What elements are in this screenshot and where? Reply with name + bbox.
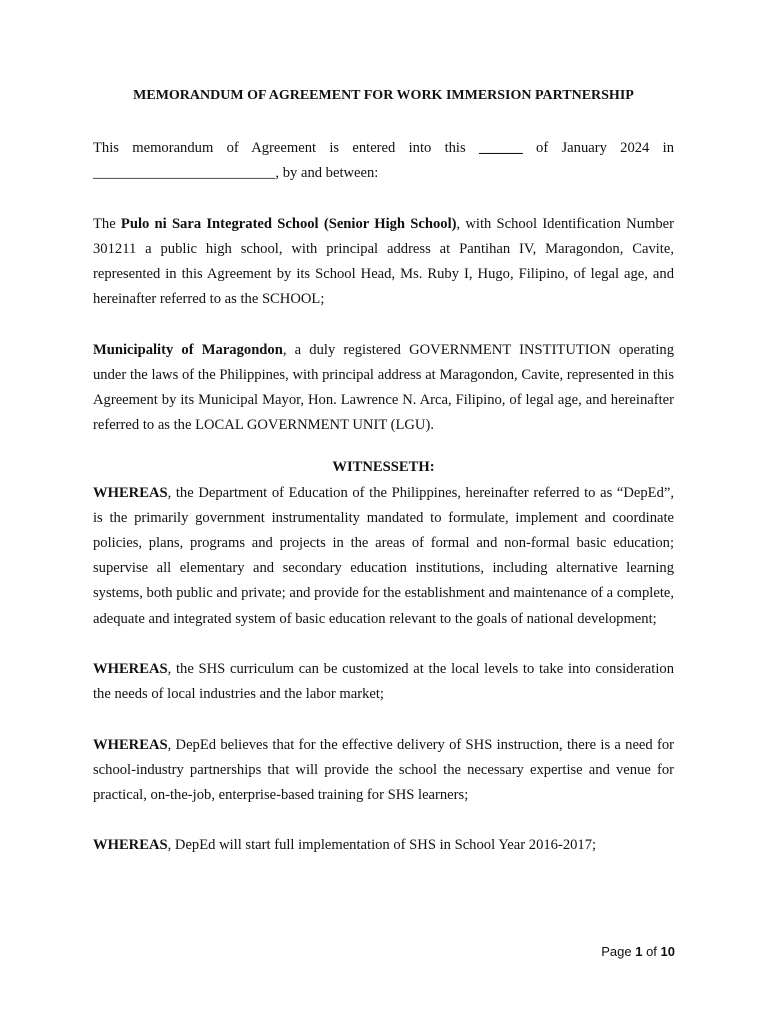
page-total: 10 xyxy=(660,944,675,959)
spacer xyxy=(93,186,674,211)
whereas-keyword: WHEREAS xyxy=(93,661,168,678)
page-number-footer xyxy=(601,944,675,959)
whereas-text: , the SHS curriculum can be customized at the local levels to take into consideration the needs of local industries and the labor market; xyxy=(93,661,674,703)
page-label: Page xyxy=(601,944,636,959)
whereas-keyword: WHEREAS xyxy=(93,484,168,501)
intro-text-2: of January 2024 in xyxy=(522,140,674,156)
whereas-text: , DepEd believes that for the effective delivery of SHS instruction, there is a need for school-industry partnerships that will provide the school the necessary expertise and venue for practical, on-the-job, enterprise-based training for SHS learners; xyxy=(93,736,674,804)
spacer xyxy=(93,632,674,657)
witnesseth-heading: WITNESSETH: xyxy=(332,459,435,476)
party-school-name: Pulo ni Sara Integrated School (Senior High School) xyxy=(120,215,457,232)
page-current: 1 xyxy=(635,944,643,959)
whereas-keyword: WHEREAS xyxy=(93,837,168,854)
party-lgu-body: , a duly registered GOVERNMENT INSTITUTION operating under the laws of the Philippines, with principal address at Maragondon, Cavite, represented in this Agreement by its Municipal Mayor, Hon. Lawrence N. Arca, Filipino, of legal age, and hereinafter referred to as the LOCAL GOVERNMENT UNIT (LGU). xyxy=(93,341,675,434)
party-school-lead: The xyxy=(93,215,121,232)
intro-text-3: , by and between: xyxy=(275,165,379,182)
spacer xyxy=(93,438,674,455)
party-school-paragraph xyxy=(93,212,674,313)
whereas-paragraph-2 xyxy=(93,657,674,707)
whereas-keyword: WHEREAS xyxy=(93,736,168,753)
intro-paragraph xyxy=(93,136,674,186)
whereas-paragraph-4 xyxy=(93,833,674,858)
spacer xyxy=(93,707,674,732)
whereas-paragraph-1 xyxy=(93,481,674,632)
page-of-label: of xyxy=(642,944,661,959)
spacer xyxy=(93,808,674,833)
whereas-text: , the Department of Education of the Philippines, hereinafter referred to as “DepEd”, is the primarily government instrumentality mandated to formulate, implement and coordinate policies, plans, programs and projects in the areas of formal and non-formal basic education; supervise all elementary and secondary education institutions, including alternative learning systems, both public and private; and provide for the establishment and maintenance of a complete, adequate and integrated system of basic education relevant to the goals of national development; xyxy=(93,484,674,627)
place-blank: _________________________ xyxy=(93,165,276,182)
whereas-paragraph-3 xyxy=(93,733,674,809)
spacer xyxy=(93,312,674,337)
intro-text-1: This memorandum of Agreement is entered into this xyxy=(93,140,479,156)
party-school-body: , with School Identification Number 301211 a public high school, with principal address at Pantihan IV, Maragondon, Cavite, represented in this Agreement by its School Head, Ms. Ruby I, Hugo, Filipino, of legal age, and hereinafter referred to as the SCHOOL; xyxy=(93,215,674,308)
party-lgu-paragraph xyxy=(93,338,674,439)
document-body xyxy=(93,86,674,859)
date-blank: ______ xyxy=(478,140,523,156)
whereas-text: , DepEd will start full implementation of SHS in School Year 2016-2017; xyxy=(167,837,597,854)
document-title: MEMORANDUM OF AGREEMENT FOR WORK IMMERSION PARTNERSHIP xyxy=(133,88,634,103)
party-lgu-name: Municipality of Maragondon xyxy=(93,341,283,358)
